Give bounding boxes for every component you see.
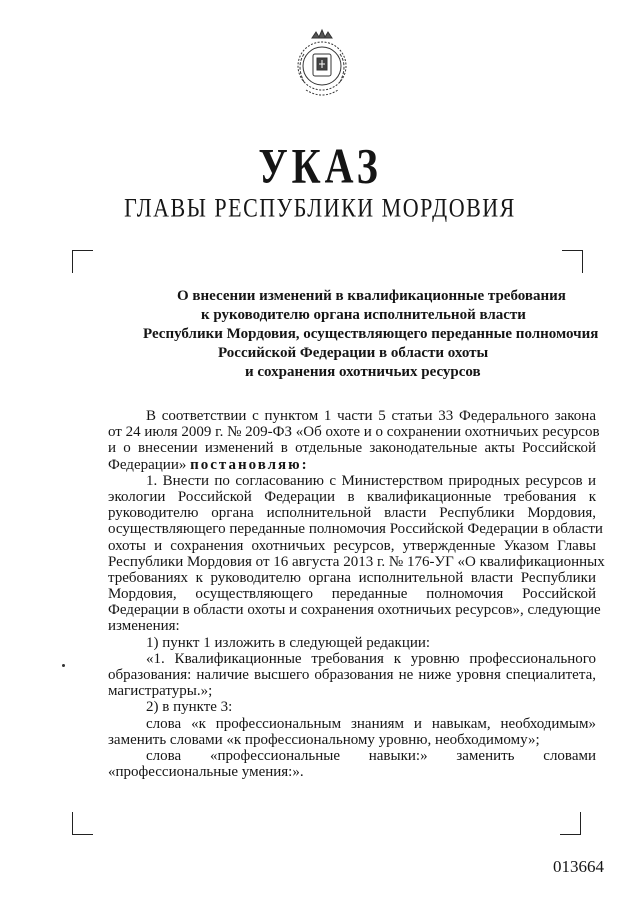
resolution-word: постановляю: [190, 456, 309, 473]
text-line: «профессиональные умения:». [108, 764, 304, 781]
document-title: УКАЗ [258, 137, 382, 194]
text-line: от 24 июля 2009 г. № 209-ФЗ «Об охоте и о сохранении охотничьих ресурсов [108, 424, 600, 441]
heading-line: и сохранения охотничьих ресурсов [245, 364, 481, 380]
text-line: 2) в пункте 3: [146, 699, 233, 716]
text-line: В соответствии с пунктом 1 части 5 статьи 33 Федерального закона [146, 408, 596, 424]
text-line: требованиях к руководителю органа исполнительной власти Республики [108, 569, 596, 586]
text-line: Мордовия, осуществляющего переданные полномочия Российской [108, 586, 596, 603]
document-subtitle: ГЛАВЫ РЕСПУБЛИКИ МОРДОВИЯ [124, 192, 516, 223]
text-line: охоты и сохранения охотничьих ресурсов, утвержденные Указом Главы [108, 537, 596, 554]
text-line: 1) пункт 1 изложить в следующей редакции: [146, 634, 431, 651]
text-line: экологии Российской Федерации в квалификационные требования к [108, 488, 596, 505]
text-line: слова «к профессиональным знаниям и навыкам, необходимым» [146, 715, 596, 732]
coat-of-arms-icon [282, 24, 362, 104]
corner-mark-top-left [72, 250, 93, 273]
corner-mark-top-right [562, 250, 583, 273]
page-number: 013664 [553, 857, 604, 876]
text-line: «1. Квалификационные требования к уровню профессионального [146, 650, 596, 667]
text-line: изменения: [108, 618, 180, 635]
text-line: заменить словами «к профессиональному уровню, необходимому»; [108, 731, 540, 748]
heading-line: О внесении изменений в квалификационные требования [177, 288, 566, 304]
text-line: слова «профессиональные навыки:» заменить словами [146, 747, 596, 764]
heading-line: Республики Мордовия, осуществляющего переданные полномочия [143, 326, 599, 342]
text-line: 1. Внести по согласованию с Министерством природных ресурсов и [146, 472, 596, 489]
text-line: Республики Мордовия от 16 августа 2013 г. № 176-УГ «О квалификационных [108, 553, 605, 570]
text-line: руководителю органа исполнительной власти Республики Мордовия, [108, 505, 596, 522]
heading-line: к руководителю органа исполнительной власти [201, 307, 526, 323]
decree-body [108, 408, 605, 781]
heading-line: Российской Федерации в области охоты [218, 345, 489, 361]
scan-speck [62, 664, 65, 667]
text-line: образования: наличие высшего образования не ниже уровня специалитета, [108, 667, 596, 683]
corner-mark-bottom-left [72, 812, 93, 835]
text-line: Федерации в области охоты и сохранения охотничьих ресурсов», следующие [108, 602, 601, 619]
text-line [108, 457, 596, 473]
text-line: и о внесении изменений в отдельные законодательные акты Российской [108, 440, 596, 457]
text-fragment: Федерации» [108, 456, 187, 473]
text-line: магистратуры.»; [108, 683, 213, 700]
corner-mark-bottom-right [560, 812, 581, 835]
text-line: осуществляющего переданные полномочия Российской Федерации в области [108, 521, 603, 538]
